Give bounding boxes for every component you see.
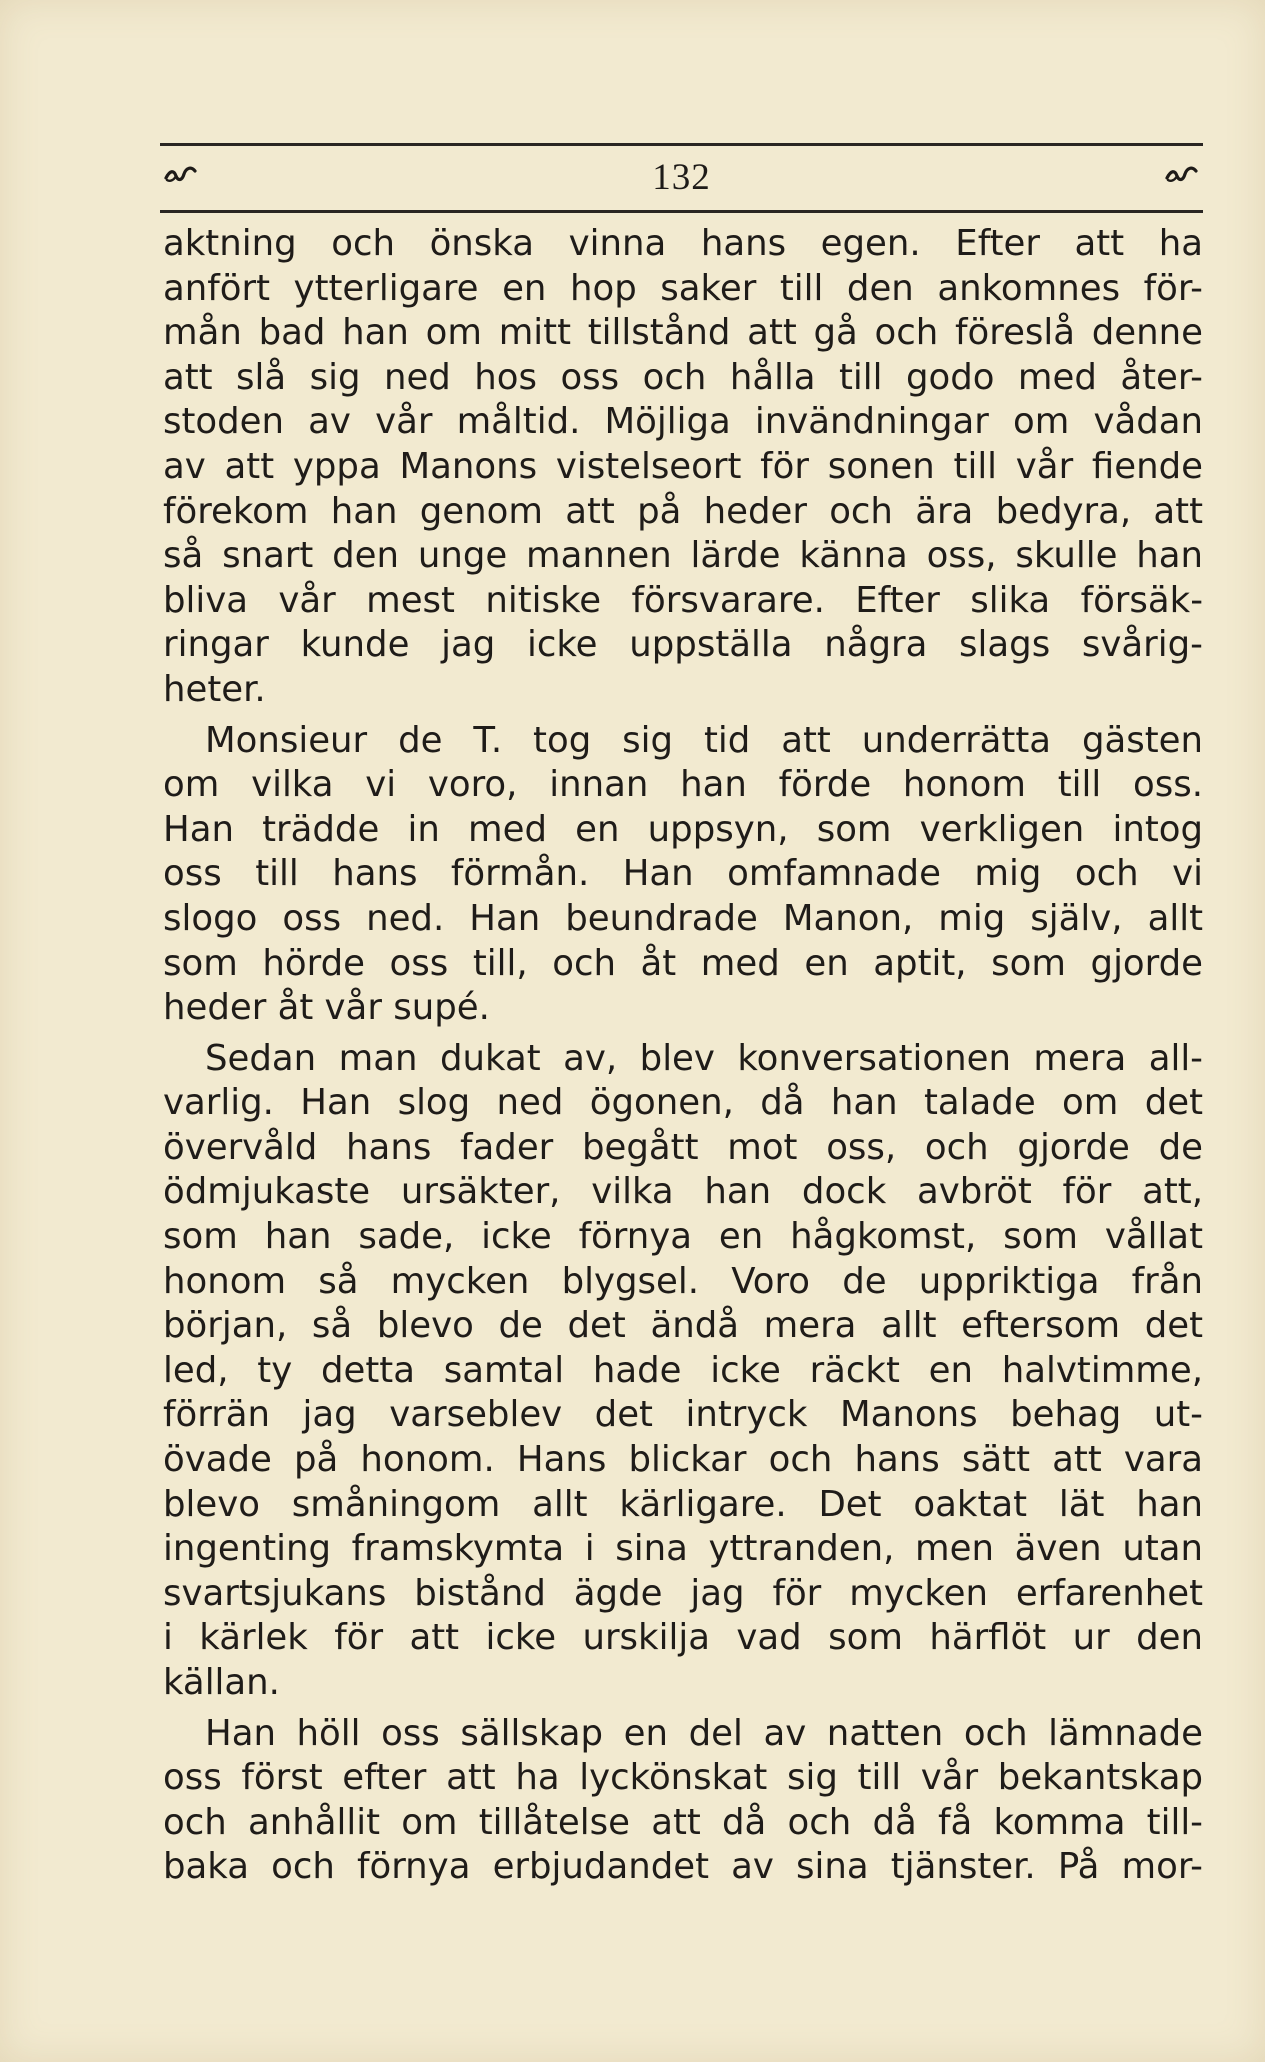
text-line: ringar kunde jag icke uppställa några slags svårig-: [163, 624, 1203, 666]
text-line: om vilka vi voro, innan han förde honom till oss.: [163, 764, 1203, 806]
text-line: att slå sig ned hos oss och hålla till godo med åter-: [163, 356, 1203, 398]
text-line: mån bad han om mitt tillstånd att gå och föreslå denne: [163, 312, 1203, 354]
text-line: varlig. Han slog ned ögonen, då han talade om det: [163, 1082, 1203, 1124]
text-line: honom så mycken blygsel. Voro de uppriktiga från: [163, 1260, 1203, 1302]
text-line: ödmjukaste ursäkter, vilka han dock avbröt för att,: [163, 1171, 1203, 1213]
text-line: förekom han genom att på heder och ära bedyra, att: [163, 490, 1203, 532]
text-line: blevo småningom allt kärligare. Det oaktat lät han: [163, 1483, 1203, 1525]
text-line: av att yppa Manons vistelseort för sonen till vår fiende: [163, 445, 1203, 487]
body-text: [163, 222, 1203, 1890]
text-line: förrän jag varseblev det intryck Manons behag ut-: [163, 1394, 1203, 1436]
text-line: Sedan man dukat av, blev konversationen mera all-: [205, 1037, 1203, 1079]
text-line: oss till hans förmån. Han omfamnade mig och vi: [163, 853, 1203, 895]
text-line: heder åt vår supé.: [163, 987, 490, 1029]
swash-ornament-icon: [1165, 162, 1199, 184]
running-header: [160, 143, 1203, 213]
text-line: som han sade, icke förnya en hågkomst, som vållat: [163, 1216, 1203, 1258]
text-line: början, så blevo de det ändå mera allt eftersom det: [163, 1305, 1203, 1347]
text-line: Han höll oss sällskap en del av natten och lämnade: [205, 1712, 1203, 1754]
text-line: Monsieur de T. tog sig tid att underrätta gästen: [205, 719, 1203, 761]
text-line: bliva vår mest nitiske försvarare. Efter slika försäk-: [163, 579, 1203, 621]
text-line: övade på honom. Hans blickar och hans sätt att vara: [163, 1439, 1203, 1481]
text-line: ingenting framskymta i sina yttranden, men även utan: [163, 1528, 1203, 1570]
text-line: heter.: [163, 668, 266, 710]
paragraph: [163, 1037, 1203, 1706]
text-line: oss först efter att ha lyckönskat sig till vår bekantskap: [163, 1757, 1203, 1799]
paragraph: [163, 222, 1203, 713]
paragraph: [163, 719, 1203, 1031]
text-line: övervåld hans fader begått mot oss, och gjorde de: [163, 1126, 1203, 1168]
text-line: svartsjukans bistånd ägde jag för mycken erfarenhet: [163, 1572, 1203, 1614]
text-line: led, ty detta samtal hade icke räckt en halvtimme,: [163, 1349, 1203, 1391]
text-line: som hörde oss till, och åt med en aptit, som gjorde: [163, 942, 1203, 984]
page-number: 132: [652, 157, 711, 198]
text-line: anfört ytterligare en hop saker till den ankomnes för-: [163, 267, 1203, 309]
text-line: så snart den unge mannen lärde känna oss, skulle han: [163, 535, 1203, 577]
text-line: stoden av vår måltid. Möjliga invändningar om vådan: [163, 401, 1203, 443]
text-line: aktning och önska vinna hans egen. Efter att ha: [163, 223, 1203, 264]
text-line: slogo oss ned. Han beundrade Manon, mig själv, allt: [163, 897, 1203, 939]
text-line: i kärlek för att icke urskilja vad som härflöt ur den: [163, 1617, 1203, 1659]
text-line: baka och förnya erbjudandet av sina tjänster. På mor-: [163, 1846, 1203, 1888]
text-line: Han trädde in med en uppsyn, som verkligen intog: [163, 808, 1203, 850]
paragraph: [163, 1712, 1203, 1890]
text-line: källan.: [163, 1662, 280, 1703]
text-line: och anhållit om tillåtelse att då och då få komma till-: [163, 1801, 1203, 1843]
